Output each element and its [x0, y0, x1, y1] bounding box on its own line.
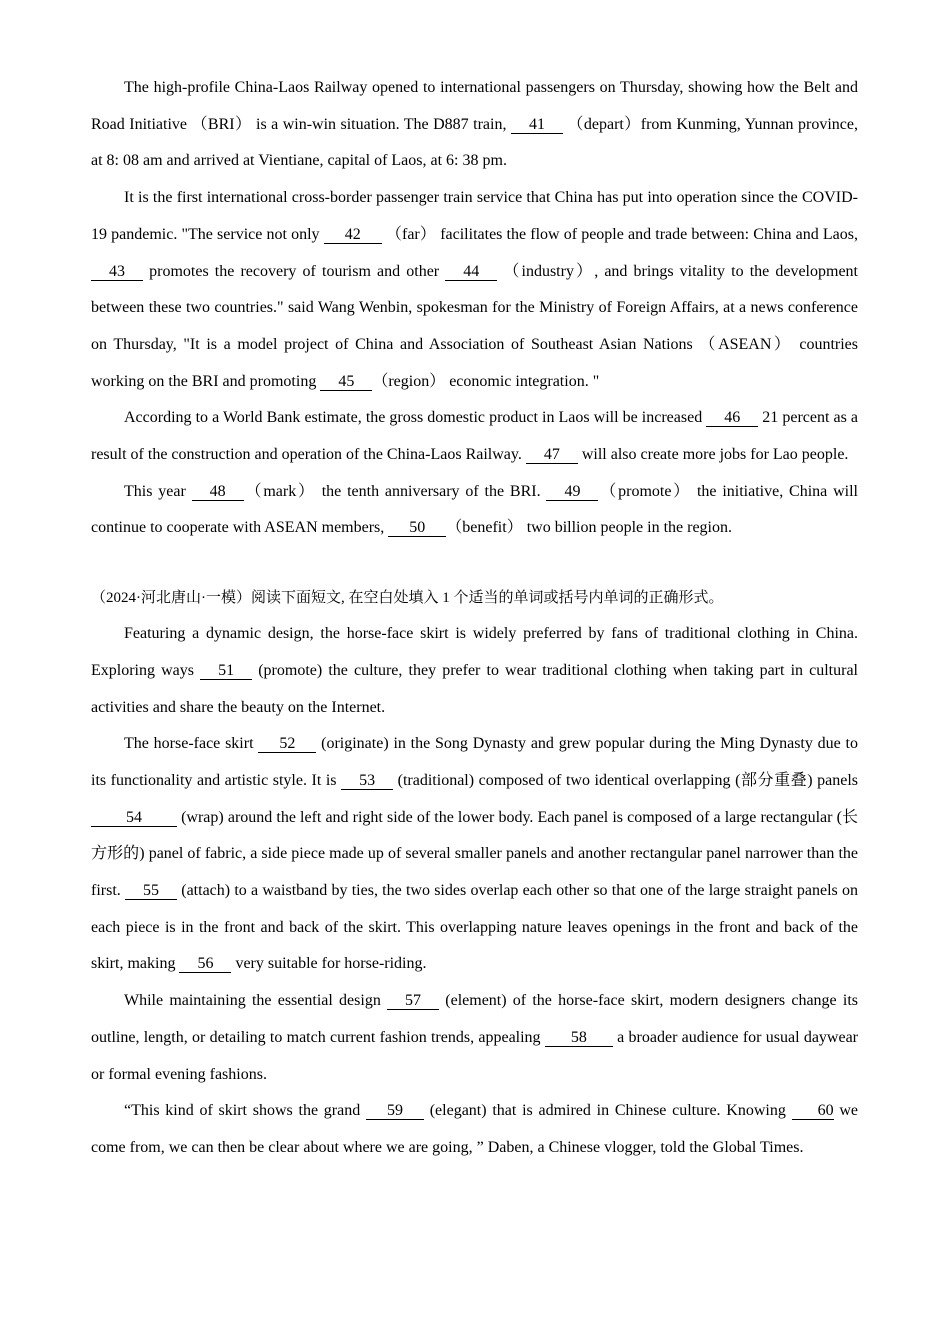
blank-43: 43	[91, 263, 143, 281]
blank-50: 50	[388, 519, 446, 537]
passage-2-paragraph-2	[91, 726, 858, 983]
paragraph-text: (attach) to a waistband by ties, the two sides overlap each other so that one of the large straight panels on each piece is in the front and back of the skirt. This overlapping nature leaves openings in the front and back of the skirt, making	[91, 882, 858, 973]
paragraph-text: According to a World Bank estimate, the gross domestic product in Laos will be increased	[124, 409, 707, 427]
paragraph-text: （mark） the tenth anniversary of the BRI.	[243, 482, 547, 500]
blank-57: 57	[387, 992, 439, 1010]
passage-1-paragraph-2	[91, 180, 858, 400]
passage-2-paragraph-4	[91, 1093, 858, 1166]
blank-48: 48	[192, 483, 244, 501]
blank-54: 54	[91, 809, 177, 827]
paragraph-text: It is the first international cross-border passenger train service that China has put into operation since the COVID-19 pandemic. "The service not only	[91, 189, 858, 243]
paragraph-text: 21 percent as a result of the construction and operation of the China-Laos Railway.	[91, 409, 858, 464]
blank-60: 60	[792, 1102, 834, 1120]
passage-2	[91, 616, 858, 1167]
blank-44: 44	[445, 263, 497, 281]
blank-46: 46	[706, 409, 758, 427]
paragraph-text: This year	[124, 482, 192, 500]
paragraph-text: （benefit） two billion people in the region.	[446, 519, 732, 537]
paragraph-text: (elegant) that is admired in Chinese culture. Knowing	[423, 1102, 792, 1120]
blank-52: 52	[258, 735, 316, 753]
document-page	[91, 70, 858, 1167]
paragraph-text: (wrap) around the left and right side of the lower body. Each panel is composed of a large rectangular (长方形的) panel of fabric, a side piece made up of several smaller panels and another rectangular panel narrower than the first.	[91, 808, 858, 900]
paragraph-text: very suitable for horse-riding.	[231, 955, 427, 973]
paragraph-text: (traditional) composed of two identical overlapping (部分重叠) panels	[393, 771, 858, 789]
paragraph-text: The high-profile China-Laos Railway opened to international passengers on Thursday, showing how the Belt and Road Initiative （BRI） is a win-win situation. The D887 train,	[91, 79, 858, 133]
passage-2-paragraph-3	[91, 983, 858, 1093]
paragraph-text: (promote) the culture, they prefer to wear traditional clothing when taking part in cultural activities and share the beauty on the Internet.	[91, 661, 858, 716]
blank-55: 55	[125, 882, 177, 900]
paragraph-text: promotes the recovery of tourism and other	[143, 262, 446, 280]
paragraph-text: a broader audience for usual daywear or formal evening fashions.	[91, 1028, 859, 1083]
paragraph-text: （depart）from Kunming, Yunnan province, at 8: 08 am and arrived at Vientiane, capital of Laos, at 6: 38 pm.	[91, 115, 858, 170]
blank-53: 53	[341, 772, 393, 790]
paragraph-text: (originate) in the Song Dynasty and grew popular during the Ming Dynasty due to its functionality and artistic style. It is	[91, 735, 859, 789]
blank-59: 59	[366, 1102, 424, 1120]
blank-51: 51	[200, 662, 252, 680]
paragraph-text: we come from, we can then be clear about where we are going, ” Daben, a Chinese vlogger, told the Global Times.	[91, 1102, 859, 1156]
passage-1-paragraph-4	[91, 474, 858, 547]
section-heading: （2024·河北唐山·一模）阅读下面短文, 在空白处填入 1 个适当的单词或括号内单词的正确形式。	[91, 590, 724, 607]
paragraph-text: While maintaining the essential design	[124, 992, 388, 1010]
passage-1-paragraph-3	[91, 400, 858, 473]
paragraph-text: （industry）, and brings vitality to the development between these two countries." said Wang Wenbin, spokesman for the Ministry of Foreign Affairs, at a news conference on Thursday, "It is a model project of China and Association of Southeast Asian Nations （ASEAN） countries working on the BRI and promoting	[91, 262, 858, 390]
paragraph-text: (element) of the horse-face skirt, modern designers change its outline, length, or detailing to match current fashion trends, appealing	[91, 992, 858, 1046]
paragraph-text: （region） economic integration. "	[372, 372, 600, 390]
paragraph-text: “This kind of skirt shows the grand	[124, 1102, 366, 1120]
paragraph-text: （promote） the initiative, China will continue to cooperate with ASEAN members,	[91, 482, 858, 537]
passage-1-paragraph-1	[91, 70, 858, 180]
blank-56: 56	[179, 955, 231, 973]
passage-2-paragraph-1	[91, 616, 858, 726]
blank-58: 58	[545, 1029, 613, 1047]
blank-49: 49	[546, 483, 598, 501]
paragraph-text: will also create more jobs for Lao people.	[577, 446, 849, 464]
blank-45: 45	[320, 373, 372, 391]
blank-42: 42	[324, 226, 382, 244]
blank-41: 41	[511, 116, 563, 134]
paragraph-text: The horse-face skirt	[124, 735, 259, 753]
blank-47: 47	[526, 446, 578, 464]
passage-1	[91, 70, 858, 547]
paragraph-text: Featuring a dynamic design, the horse-face skirt is widely preferred by fans of traditional clothing in China. Exploring ways	[91, 625, 858, 679]
paragraph-text: （far） facilitates the flow of people and trade between: China and Laos,	[381, 225, 858, 243]
